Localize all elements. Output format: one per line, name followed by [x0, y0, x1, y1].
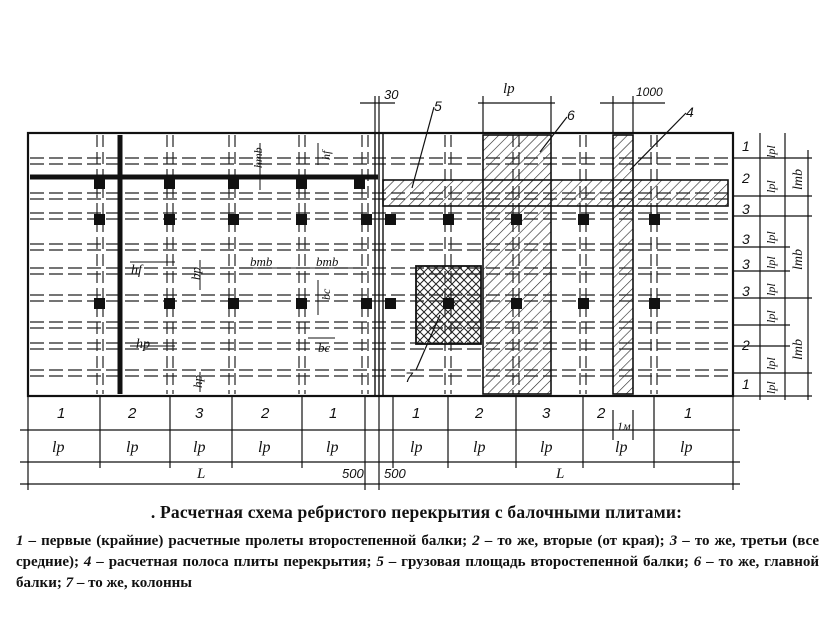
legend-number: 1	[16, 533, 24, 549]
lmb-label: lmb	[791, 249, 806, 270]
dim-30: 30	[384, 87, 399, 102]
label-bc-horizontal: bc	[318, 340, 331, 355]
bottom-span-numbers	[57, 405, 692, 422]
span-number: 3	[742, 256, 750, 272]
lp-label: lp	[540, 439, 553, 456]
lpl-label: lpl	[764, 381, 778, 394]
main-beams	[97, 135, 657, 394]
label-bp: bp	[188, 267, 203, 280]
lp-label: lp	[193, 439, 206, 456]
slab-strip-4	[613, 135, 633, 394]
legend-number: 6	[693, 554, 702, 570]
span-number: 2	[475, 405, 484, 422]
span-number: 2	[742, 170, 750, 186]
dim-L-right: L	[556, 466, 565, 482]
lp-label: lp	[258, 439, 271, 456]
callout-4: 4	[686, 104, 694, 120]
main-beam-load-area	[483, 135, 551, 394]
span-number: 2	[261, 405, 270, 422]
lp-label: lp	[410, 439, 423, 456]
bottom-lp-labels	[52, 439, 692, 456]
span-number: 3	[195, 405, 204, 422]
dim-lp-top: lp	[503, 81, 515, 97]
caption-legend	[16, 531, 819, 594]
dim-1000: 1000	[636, 85, 663, 99]
lmb-label: lmb	[791, 339, 806, 360]
span-number: 2	[128, 405, 137, 422]
dim-500-right: 500	[384, 466, 406, 481]
legend-number: 5	[376, 554, 384, 570]
legend-text: – то же, главной балки;	[16, 554, 820, 591]
label-hf-left: hf	[131, 263, 142, 278]
span-number: 2	[597, 405, 606, 422]
span-number: 1	[329, 405, 338, 422]
span-number: 3	[742, 201, 750, 217]
span-number: 1	[57, 405, 66, 422]
label-bc-vertical: bc	[319, 288, 333, 300]
label-hf-top: hf	[319, 150, 333, 160]
legend-text: – первые (крайние) расчетные пролеты второстепенной балки;	[23, 533, 473, 549]
span-number: 1	[742, 376, 750, 392]
span-number: 1	[412, 405, 421, 422]
lpl-label: lpl	[764, 145, 778, 158]
legend-text: – то же, колонны	[73, 575, 192, 591]
figure-caption	[0, 502, 833, 594]
dim-L-left: L	[197, 466, 206, 482]
lp-label: lp	[326, 439, 339, 456]
callout-7: 7	[405, 369, 413, 385]
legend-number: 4	[83, 554, 92, 570]
span-number: 1	[742, 138, 750, 154]
callout-6: 6	[567, 107, 575, 123]
lp-label: lp	[52, 439, 65, 456]
legend-text: – грузовая площадь второстепенной балки;	[383, 554, 694, 570]
legend-number: 7	[65, 575, 74, 591]
lpl-label: lpl	[764, 283, 778, 296]
dim-1m: 1м	[617, 419, 631, 433]
span-number: 3	[742, 231, 750, 247]
label-hmb: hmb	[251, 147, 265, 168]
span-number: 2	[742, 337, 750, 353]
callout-5: 5	[434, 98, 442, 114]
legend-text: – то же, третьи (все средние);	[16, 533, 820, 570]
label-bmb-1: bmb	[250, 254, 273, 269]
lpl-label: lpl	[764, 357, 778, 370]
lp-label: lp	[615, 439, 628, 456]
lpl-label: lpl	[764, 256, 778, 269]
lpl-label: lpl	[764, 310, 778, 323]
legend-text: – то же, вторые (от края);	[479, 533, 670, 549]
lp-label: lp	[126, 439, 139, 456]
lp-label: lp	[473, 439, 486, 456]
right-span-numbers	[741, 138, 750, 392]
span-number: 1	[684, 405, 693, 422]
label-hp-1: hp	[136, 337, 150, 352]
span-number: 3	[742, 283, 750, 299]
label-hp-2: hp	[190, 375, 205, 388]
dim-500-left: 500	[342, 466, 364, 481]
legend-text: – расчетная полоса плиты перекрытия;	[91, 554, 377, 570]
right-lmb-labels	[791, 169, 806, 360]
lp-label: lp	[680, 439, 693, 456]
secondary-beam-load-area	[383, 180, 728, 206]
lmb-label: lmb	[791, 169, 806, 190]
legend-number: 3	[669, 533, 678, 549]
span-number: 3	[542, 405, 551, 422]
caption-title: . Расчетная схема ребристого перекрытия с балочными плитами:	[150, 502, 683, 522]
lpl-label: lpl	[764, 231, 778, 244]
legend-number: 2	[472, 533, 480, 549]
expansion-joint	[375, 133, 383, 396]
right-lpl-labels	[764, 145, 778, 394]
label-bmb-2: bmb	[316, 254, 339, 269]
lpl-label: lpl	[764, 180, 778, 193]
